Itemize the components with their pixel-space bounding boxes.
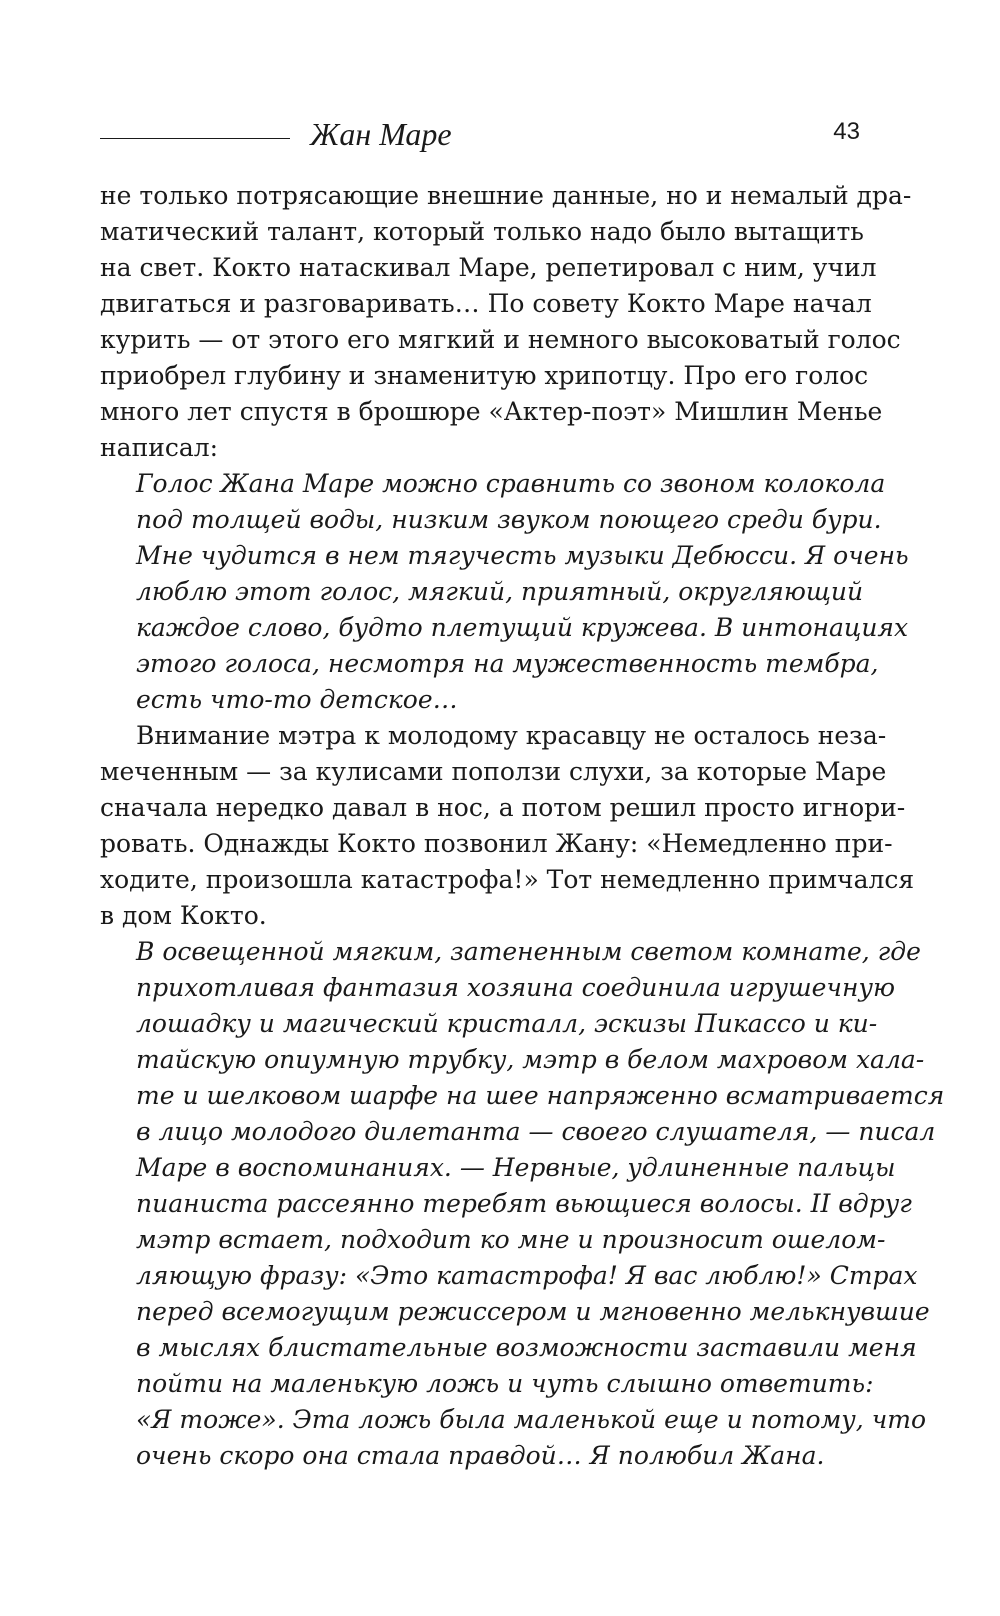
quote-line: пойти на маленькую ложь и чуть слышно ответить: [136,1369,874,1398]
quote-line: очень скоро она стала правдой… Я полюбил Жана. [136,1441,825,1470]
quote-line: мэтр встает, подходит ко мне и произносит ошелом- [136,1225,886,1254]
quote-line: лошадку и магический кристалл, эскизы Пикассо и ки- [136,1009,878,1038]
text-line: в дом Кокто. [100,901,267,930]
text-line: двигаться и разговаривать… По совету Кокто Маре начал [100,289,872,318]
body-text [100,178,945,1474]
quote-block-1 [100,466,909,718]
header-rule [100,138,290,139]
quote-line: Голос Жана Маре можно сравнить со звоном колокола [136,469,886,498]
text-line: не только потрясающие внешние данные, но и немалый дра- [100,181,912,210]
quote-line: в мыслях блистательные возможности заставили меня [136,1333,917,1362]
quote-block-2 [100,934,945,1474]
quote-line: ляющую фразу: «Это катастрофа! Я вас люблю!» Страх [136,1261,918,1290]
quote-line: те и шелковом шарфе на шее напряженно всматривается [136,1081,945,1110]
quote-line: этого голоса, несмотря на мужественность тембра, [136,649,879,678]
text-line: приобрел глубину и знаменитую хрипотцу. Про его голос [100,361,869,390]
page-number: 43 [833,118,860,145]
quote-line: Маре в воспоминаниях. — Нервные, удлиненные пальцы [136,1153,896,1182]
quote-line: перед всемогущим режиссером и мгновенно мелькнувшие [136,1297,930,1326]
quote-line: люблю этот голос, мягкий, приятный, округляющий [136,577,864,606]
text-line: написал: [100,433,219,462]
quote-line: есть что-то детское… [136,685,458,714]
text-line: ходите, произошла катастрофа!» Тот немедленно примчался [100,865,915,894]
paragraph-2 [100,718,915,934]
quote-line: в лицо молодого дилетанта — своего слушателя, — писал [136,1117,936,1146]
quote-line: пианиста рассеянно теребят вьющиеся волосы. II вдруг [136,1189,912,1218]
running-title: Жан Маре [310,116,452,152]
quote-line: тайскую опиумную трубку, мэтр в белом махровом хала- [136,1045,925,1074]
text-line: сначала нередко давал в нос, а потом решил просто игнори- [100,793,906,822]
text-line: меченным — за кулисами поползи слухи, за которые Маре [100,757,887,786]
text-line: Внимание мэтра к молодому красавцу не осталось неза- [136,721,887,750]
running-header [100,108,860,158]
text-line: на свет. Кокто натаскивал Маре, репетировал с ним, учил [100,253,877,282]
quote-line: «Я тоже». Эта ложь была маленькой еще и потому, что [136,1405,927,1434]
text-line: курить — от этого его мягкий и немного высоковатый голос [100,325,901,354]
quote-line: прихотливая фантазия хозяина соединила игрушечную [136,973,895,1002]
quote-line: Мне чудится в нем тягучесть музыки Дебюсси. Я очень [136,541,909,570]
text-line: матический талант, который только надо было вытащить [100,217,864,246]
text-line: ровать. Однажды Кокто позвонил Жану: «Немедленно при- [100,829,893,858]
quote-line: В освещенной мягким, затененным светом комнате, где [136,937,921,966]
quote-line: под толщей воды, низким звуком поющего среди бури. [136,505,882,534]
text-line: много лет спустя в брошюре «Актер-поэт» Мишлин Менье [100,397,883,426]
quote-line: каждое слово, будто плетущий кружева. В интонациях [136,613,909,642]
paragraph-1 [100,178,912,466]
